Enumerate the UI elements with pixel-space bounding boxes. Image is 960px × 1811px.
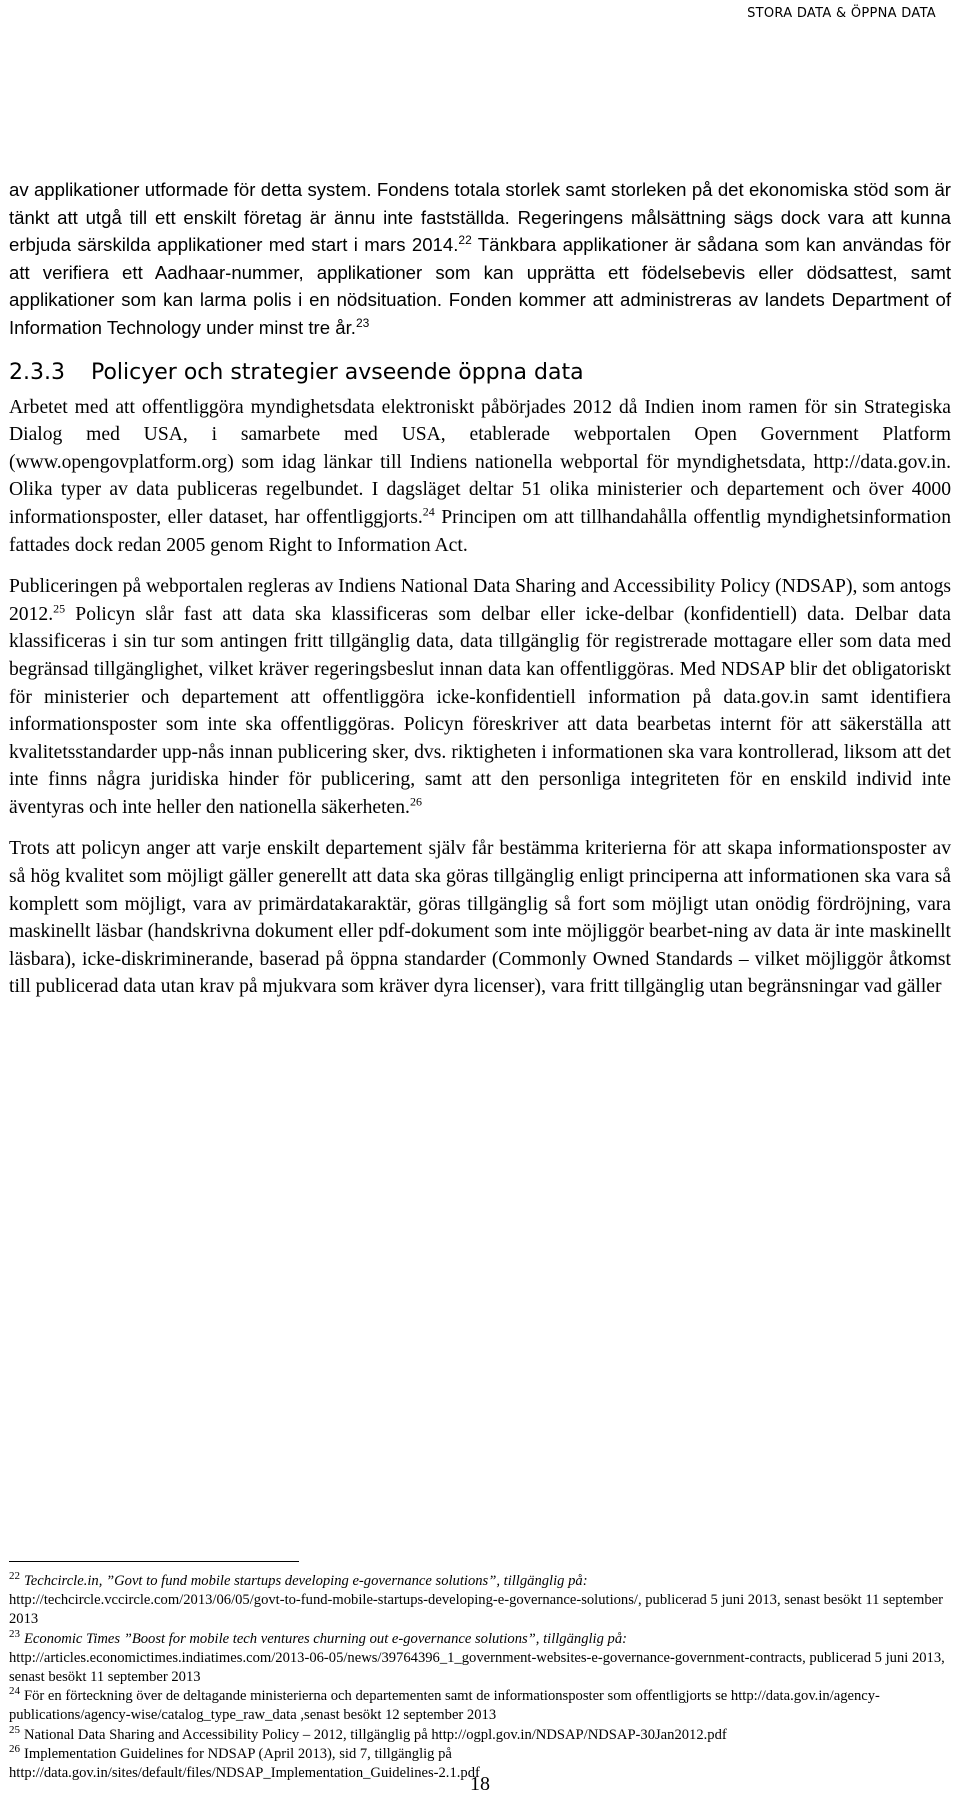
footnotes <box>9 1572 951 1783</box>
footnote-mark: 22 <box>9 1570 20 1583</box>
paragraph-1-text-a: av applikationer utformade för detta system. Fondens totala storlek samt storleken på det ekonomiska stöd som är tänkt att utgå till ett enskilt företag är ännu inte fastställda. Regeringens målsättning sägs dock vara att kunna erbjuda särskilda applikationer med start i mars 2014. <box>9 179 951 256</box>
footnote-ref-25[interactable]: 25 <box>53 601 66 616</box>
footnote-link[interactable]: http://data.gov.in/sites/default/files/NDSAP_Implementation_Guidelines-2.1.pdf <box>9 1765 480 1782</box>
footnote-ref-24[interactable]: 24 <box>422 504 435 519</box>
footnote-text: National Data Sharing and Accessibility Policy – 2012, tillgänglig på http://ogpl.gov.in/NDSAP/NDSAP-30Jan2012.pdf <box>24 1726 727 1743</box>
paragraph-3 <box>9 573 951 821</box>
footnote-link[interactable]: http://techcircle.vccircle.com/2013/06/05/govt-to-fund-mobile-startups-developing-e-governance-solutions/, publicerad 5 juni 2013, senast besökt 11 september 2013 <box>9 1592 944 1628</box>
page-number: 18 <box>470 1773 490 1795</box>
paragraph-4: Trots att policyn anger att varje enskilt departement själv får bestämma kriterierna för att skapa informationsposter av så hög kvalitet som möjligt gäller generellt att data ska göras tillgänglig enligt principerna att informationen ska vara så komplett som möjligt, vara av primärdatakaraktär, göras tillgänglig så fort som möjligt utan onödig fördröjning, vara maskinellt läsbar (handskrivna dokument eller pdf-dokument som inte möjliggör bearbet-ning av data är inte maskinellt läsbara), icke-diskriminerande, baserad på öppna standarder (Commonly Owned Standards – vilket möjliggör åtkomst till publicerad data utan krav på mjukvara som kräver dyra licenser), vara fritt tillgänglig utan begränsningar vad gäller <box>9 838 951 998</box>
footnote-mark: 26 <box>9 1742 20 1755</box>
footnote-link[interactable]: http://articles.economictimes.indiatimes.com/2013-06-05/news/39764396_1_government-websites-e-governance-government-contracts, publicerad 5 juni 2013, senast besökt 11 september 2013 <box>9 1649 945 1686</box>
paragraph-3-text-a: Publiceringen på webportalen regleras av Indiens National Data Sharing and Accessibility Policy (NDSAP), som antogs 2012. <box>9 576 951 625</box>
paragraph-2 <box>9 394 951 560</box>
section-heading <box>9 358 951 388</box>
footnote-text: Implementation Guidelines for NDSAP (April 2013), sid 7, tillgänglig på <box>24 1745 452 1762</box>
footnote-ref-23[interactable]: 23 <box>355 315 370 330</box>
footnote-24 <box>9 1687 951 1725</box>
footnote-mark: 25 <box>9 1723 20 1736</box>
paragraph-1 <box>9 176 951 342</box>
section-title: Policyer och strategier avseende öppna data <box>90 359 584 385</box>
footnote-22 <box>9 1572 951 1630</box>
section-number: 2.3.3 <box>9 359 65 385</box>
footnote-ref-22[interactable]: 22 <box>458 233 472 247</box>
paragraph-3-text-b: Policyn slår fast att data ska klassificeras som delbar eller icke-delbar (konfidentiell) data. Delbar data klassificeras i sin tur som antingen fritt tillgänglig data, data tillgänglig för registrerade mottagare eller som data med begränsad tillgänglighet, vilket kräver regeringsbeslut innan data kan offentliggöras. Med NDSAP blir det obligatoriskt för ministerier och departement att offentliggöra icke-konfidentiell information på data.gov.in samt identifiera informationsposter som inte ska offentliggöras. Policyn föreskriver att data bearbetas internt för att säkerställa att kvalitetsstandarder upp-nås innan publicering sker, dvs. riktigheten i informationen ska vara kontrollerad, liksom att det inte finns några juridiska hinder för publicering, samt att den personliga integriteten för en enskild individ inte äventyras och inte heller den nationella säkerheten. <box>9 603 951 818</box>
running-header: STORA DATA & ÖPPNA DATA <box>747 6 936 21</box>
footnote-ref-26[interactable]: 26 <box>409 794 422 809</box>
body-text <box>9 176 951 1001</box>
paragraph-2-text-b: Principen om att tillhandahålla offentlig myndighetsinformation fattades dock redan 2005 genom Right to Information Act. <box>9 506 951 556</box>
footnote-mark: 23 <box>9 1627 20 1640</box>
footnote-text: För en förteckning över de deltagande ministerierna och departementen samt de informationsposter som offentligjorts se http://data.gov.in/agency-publications/agency-wise/catalog_type_raw_data ,senast besökt 12 september 2013 <box>9 1688 880 1724</box>
footnote-text: Techcircle.in, ”Govt to fund mobile startups developing e-governance solutions”, tillgänglig på: <box>24 1573 588 1589</box>
paragraph-2-text-a: Arbetet med att offentliggöra myndighetsdata elektroniskt påbörjades 2012 då Indien inom ramen för sin Strategiska Dialog med USA, i samarbete med USA, etablerade webportalen Open Government Platform (www.opengovplatform.org) som idag länkar till Indiens nationella webportal för myndighetsdata, http://data.gov.in. Olika typer av data publiceras regelbundet. I dagsläget deltar 51 olika ministerier och departement och över 4000 informationsposter, eller dataset, har offentliggjorts. <box>9 396 951 528</box>
footnote-mark: 24 <box>9 1685 20 1698</box>
footnote-separator <box>9 1561 299 1562</box>
footnote-23 <box>9 1627 951 1688</box>
paragraph-1-text-b: Tänkbara applikationer är sådana som kan användas för att verifiera ett Aadhaar-nummer, applikationer som kan upprätta ett födelsebevis eller dödsattest, samt applikationer som kan larma polis i en nödsituation. Fonden kommer att administreras av landets Department of Information Technology under minst tre år. <box>9 234 951 338</box>
footnote-text: Economic Times ”Boost for mobile tech ventures churning out e-governance solutions”, tillgänglig på: <box>24 1630 628 1647</box>
footnote-25 <box>9 1723 951 1745</box>
